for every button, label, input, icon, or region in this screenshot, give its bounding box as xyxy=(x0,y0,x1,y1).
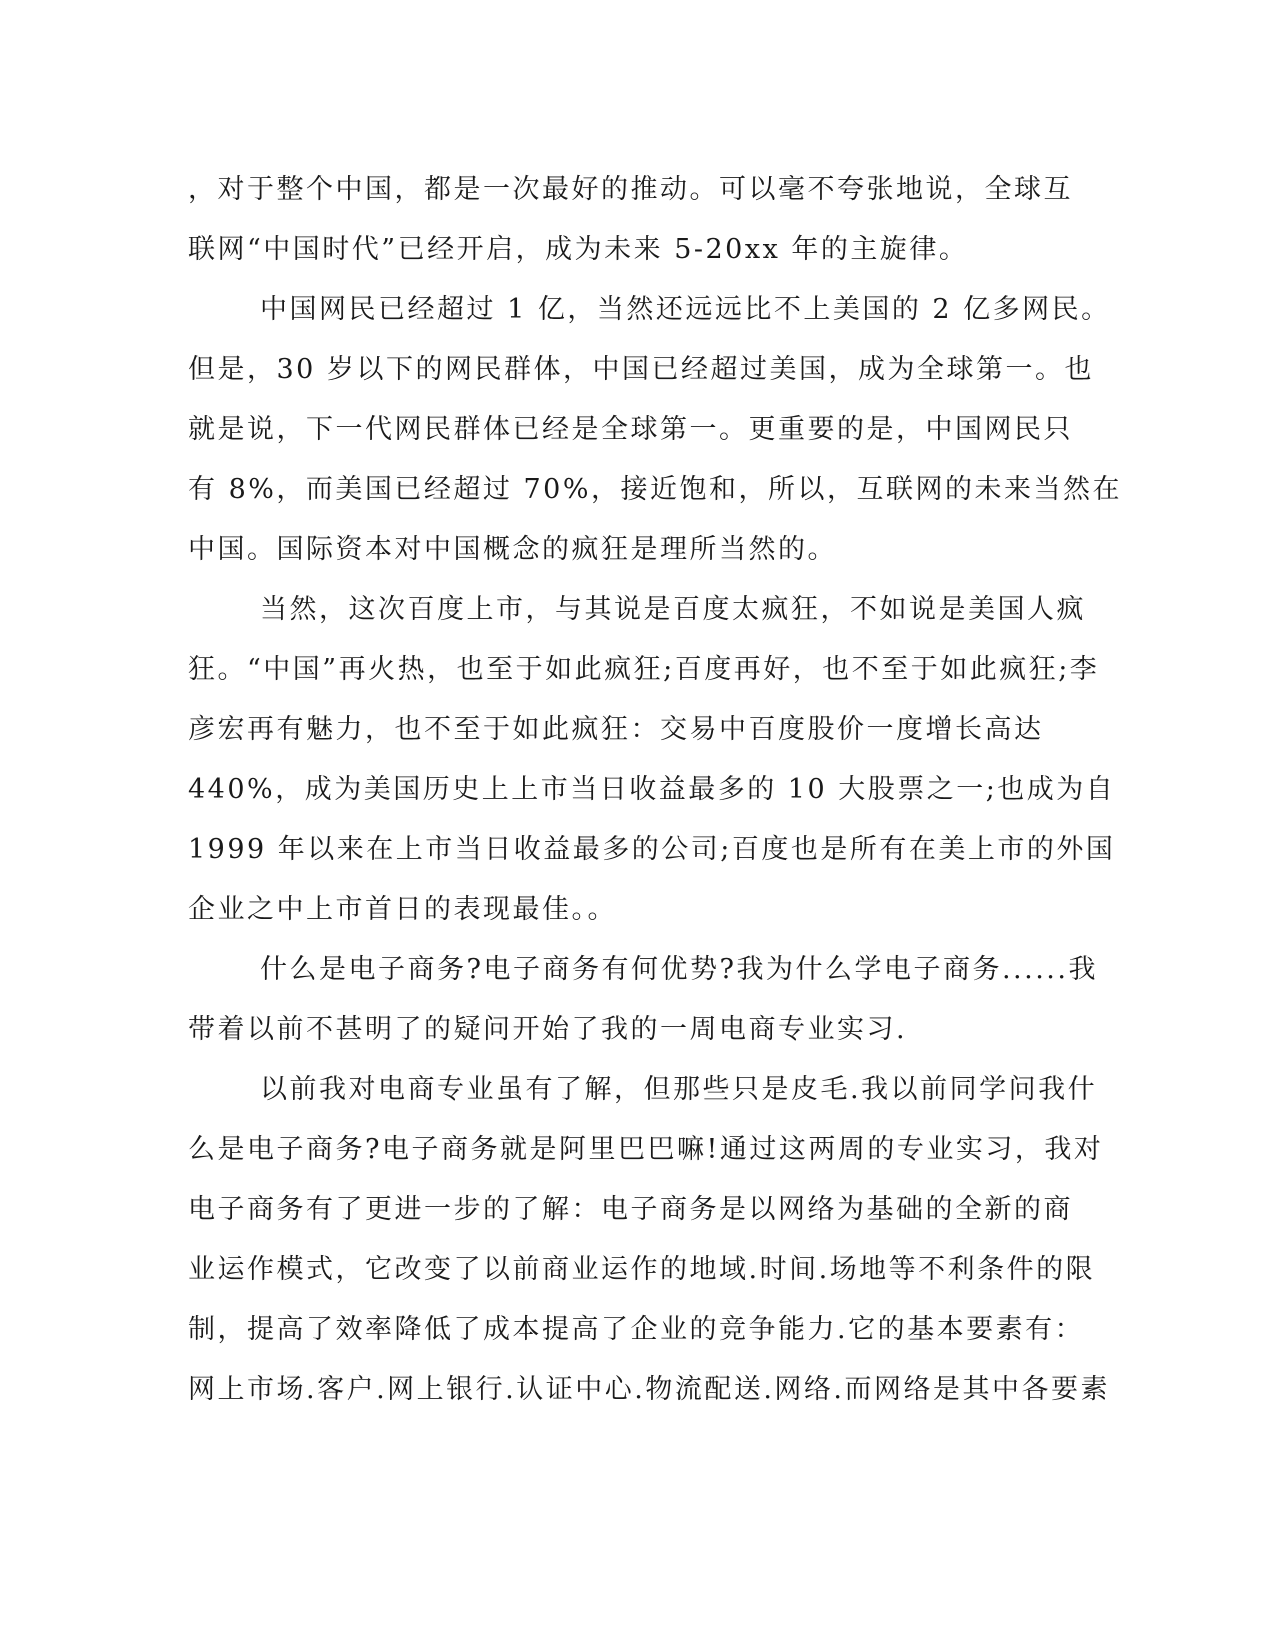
text-line: 联网“中国时代”已经开启，成为未来 5-20xx 年的主旋律。 xyxy=(188,234,969,265)
text-line: 有 8%，而美国已经超过 70%，接近饱和，所以，互联网的未来当然在 xyxy=(188,474,1123,505)
paragraph-first-line: 中国网民已经超过 1 亿，当然还远远比不上美国的 2 亿多网民。 xyxy=(260,294,1111,325)
text-line: 业运作模式，它改变了以前商业运作的地域.时间.场地等不利条件的限 xyxy=(188,1254,1096,1285)
document-body xyxy=(188,160,1123,1420)
text-line: 电子商务有了更进一步的了解：电子商务是以网络为基础的全新的商 xyxy=(188,1194,1073,1225)
text-line: ，对于整个中国，都是一次最好的推动。可以毫不夸张地说，全球互 xyxy=(188,174,1073,205)
text-line: 但是，30 岁以下的网民群体，中国已经超过美国，成为全球第一。也 xyxy=(188,354,1094,385)
text-line: 制，提高了效率降低了成本提高了企业的竞争能力.它的基本要素有： xyxy=(188,1314,1085,1345)
text-line: 1999 年以来在上市当日收益最多的公司;百度也是所有在美上市的外国 xyxy=(188,834,1116,865)
text-line: 带着以前不甚明了的疑问开始了我的一周电商专业实习. xyxy=(188,1014,908,1045)
text-line: 企业之中上市首日的表现最佳。。 xyxy=(188,894,617,925)
text-line: 就是说，下一代网民群体已经是全球第一。更重要的是，中国网民只 xyxy=(188,414,1073,445)
text-line: 网上市场.客户.网上银行.认证中心.物流配送.网络.而网络是其中各要素 xyxy=(188,1374,1110,1405)
paragraph-first-line: 以前我对电商专业虽有了解，但那些只是皮毛.我以前同学问我什 xyxy=(260,1074,1098,1105)
text-line: 么是电子商务?电子商务就是阿里巴巴嘛!通过这两周的专业实习，我对 xyxy=(188,1134,1104,1165)
text-line: 狂。“中国”再火热，也至于如此疯狂;百度再好，也不至于如此疯狂;李 xyxy=(188,654,1100,685)
text-line: 彦宏再有魅力，也不至于如此疯狂：交易中百度股价一度增长高达 xyxy=(188,714,1044,745)
paragraph-first-line: 什么是电子商务?电子商务有何优势?我为什么学电子商务......我 xyxy=(260,954,1098,985)
text-line: 中国。国际资本对中国概念的疯狂是理所当然的。 xyxy=(188,534,837,565)
text-line: 440%，成为美国历史上上市当日收益最多的 10 大股票之一;也成为自 xyxy=(188,774,1116,805)
paragraph-first-line: 当然，这次百度上市，与其说是百度太疯狂，不如说是美国人疯 xyxy=(260,594,1086,625)
